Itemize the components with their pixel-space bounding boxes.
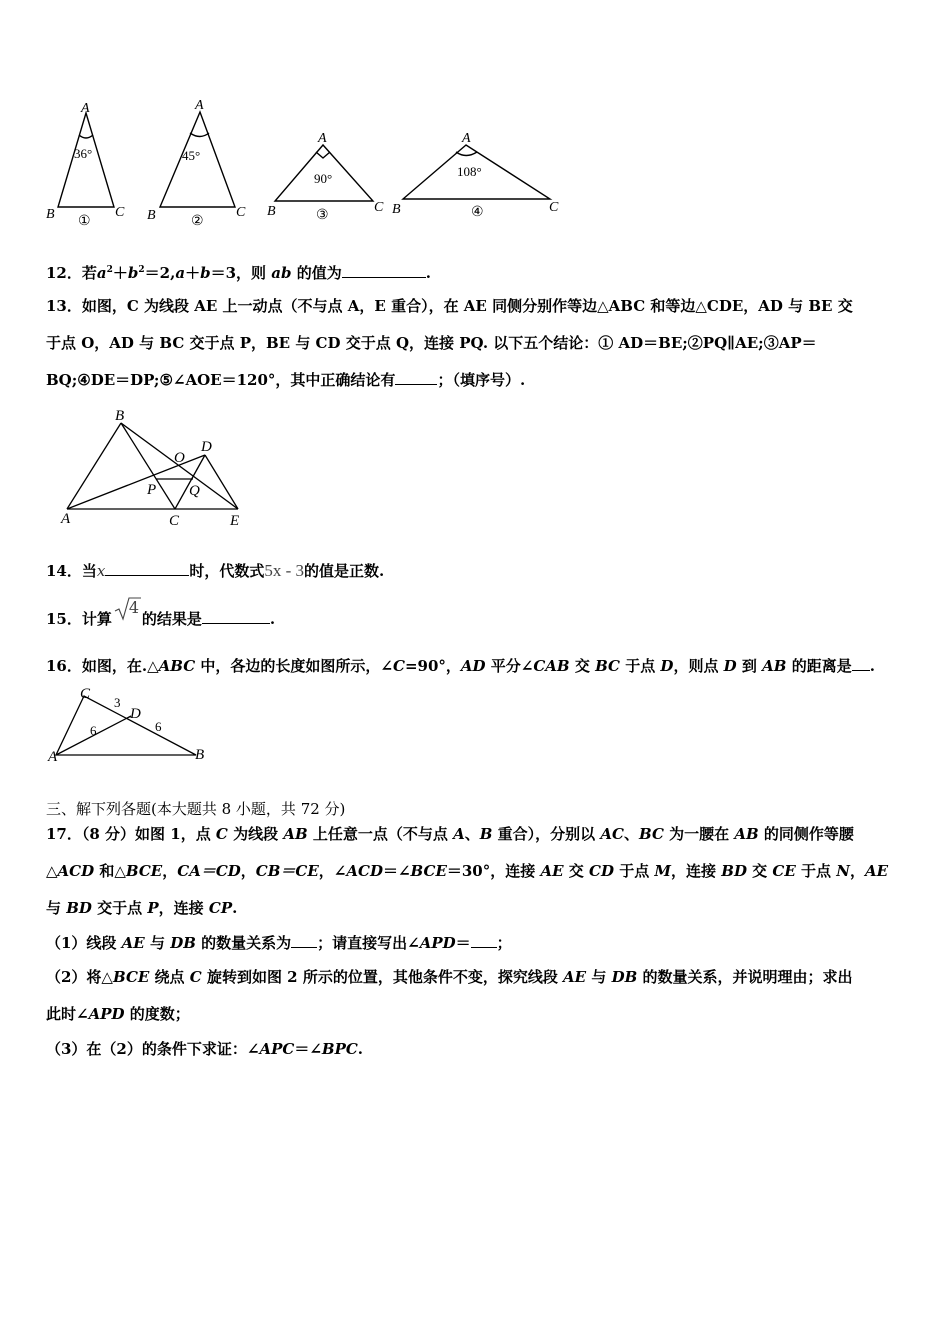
q12-var-a: a (175, 264, 186, 282)
fig2-number: ② (191, 214, 204, 229)
q12-var-a: a (96, 264, 107, 282)
text-segment: CA＝CD (177, 862, 241, 880)
q15-text: 15．计算 (46, 610, 112, 628)
text-segment: CB＝CE (255, 862, 319, 880)
q14-text: 14．当 (46, 562, 97, 580)
answer-blank[interactable] (202, 609, 270, 624)
section-3-heading: 三、解下列各题(本大题共 8 小题，共 72 分) (46, 800, 346, 818)
q16-text: . (869, 657, 875, 675)
text-segment: DB (170, 934, 196, 952)
text-segment: AE (540, 862, 564, 880)
fig16-length-cd: 3 (114, 695, 121, 710)
q14-text: 的值是正数. (304, 562, 385, 580)
answer-blank[interactable] (105, 561, 189, 576)
q15-radicand: 4 (128, 598, 140, 617)
text-segment: AC (600, 825, 624, 843)
text-segment: 的数量关系为 (195, 934, 292, 952)
text-segment: . (357, 1040, 364, 1058)
text-segment: AB (283, 825, 308, 843)
text-segment: 与 (144, 934, 171, 952)
q12-number: 12． (46, 264, 82, 282)
text-segment: 重合），分别以 (492, 825, 601, 843)
text-segment: N (836, 862, 850, 880)
text-segment: APD (88, 1005, 125, 1023)
text-segment: ACD (346, 862, 383, 880)
text-segment: ，∠ (318, 862, 347, 880)
text-segment: ， (240, 862, 256, 880)
text-segment: （3）在（2）的条件下求证：∠ (46, 1040, 260, 1058)
q14-var-x: x (96, 562, 106, 580)
question-16 (46, 656, 875, 676)
text-segment: ；请直接写出∠ (317, 934, 420, 952)
question-12 (46, 260, 431, 283)
text-segment: BCE (112, 968, 150, 986)
q12-text: 的值为 (291, 264, 342, 282)
fig2-angle: 45° (182, 148, 201, 163)
fig13-label-q: Q (189, 483, 200, 499)
text-segment: C (215, 825, 228, 843)
fig2-label-a: A (195, 98, 204, 113)
text-segment: 、 (464, 825, 480, 843)
answer-blank[interactable] (291, 933, 317, 948)
fig13-label-b: B (115, 408, 125, 424)
fig3-number: ③ (316, 208, 329, 223)
fig1-label-c: C (115, 205, 125, 220)
fig4-angle: 108° (457, 164, 482, 179)
sqrt-symbol (112, 598, 142, 629)
answer-blank[interactable] (852, 656, 870, 671)
fig1-label-b: B (46, 207, 55, 222)
q12-var-b: b (127, 264, 139, 282)
q12-text: ＝2, (144, 264, 176, 282)
q16-var: ABC (158, 657, 196, 675)
text-segment: APD (419, 934, 456, 952)
q12-sup: 2 (138, 265, 145, 275)
fig4-label-b: B (392, 202, 401, 217)
q16-var: BC (595, 657, 620, 675)
q13-text: ；（填序号）. (437, 371, 526, 389)
question-17-part-1 (46, 933, 512, 953)
text-segment: AE (563, 968, 587, 986)
fig13-label-p: P (147, 482, 157, 498)
q12-var-b: b (200, 264, 211, 282)
text-segment: 的同侧作等腰 (758, 825, 854, 843)
text-segment: AE (864, 862, 889, 880)
answer-blank[interactable] (471, 933, 497, 948)
text-segment: A (453, 825, 465, 843)
fig1-angle: 36° (74, 146, 93, 161)
fig4-label-c: C (549, 200, 559, 215)
text-segment: BCE (410, 862, 447, 880)
fig3-label-b: B (267, 204, 276, 219)
fig1-number: ① (78, 214, 91, 229)
q12-var-ab: ab (271, 264, 292, 282)
q16-text: ，则点 (673, 657, 724, 675)
q16-text: 于点 (619, 657, 661, 675)
text-segment: ACD (57, 862, 95, 880)
text-segment: 17．（8 分）如图 1，点 (46, 825, 216, 843)
text-segment: APC (259, 1040, 295, 1058)
q16-var: AB (762, 657, 787, 675)
question-14 (46, 561, 384, 581)
text-segment: （1）线段 (46, 934, 122, 952)
q16-var: C (392, 657, 405, 675)
text-segment: ＝∠ (294, 1040, 322, 1058)
text-segment: 的度数； (124, 1005, 190, 1023)
text-segment: 交 (746, 862, 773, 880)
text-segment: 此时∠ (46, 1005, 89, 1023)
fig16-length-db: 6 (155, 719, 162, 734)
q16-var: AD (460, 657, 486, 675)
q16-var: D (660, 657, 674, 675)
question-13-line-1: 13．如图，C 为线段 AE 上一动点（不与点 A，E 重合），在 AE 同侧分别作等边△ABC 和等边△CDE，AD 与 BE 交 (46, 297, 853, 315)
fig16-label-d: D (130, 706, 141, 722)
q15-text: . (269, 610, 276, 628)
text-segment: ＝30°，连接 (446, 862, 541, 880)
fig16-label-b: B (195, 747, 205, 763)
question-17-part-3 (46, 1039, 363, 1059)
question-17-line-3 (46, 898, 237, 918)
question-17-part-2 (46, 967, 853, 987)
q12-text: . (425, 264, 431, 282)
q15-text: 的结果是 (141, 610, 202, 628)
text-segment: . (232, 899, 238, 917)
q16-text: 中，各边的长度如图所示，∠ (195, 657, 393, 675)
q14-text: 时，代数式 (189, 562, 265, 580)
text-segment: ，连接 (671, 862, 722, 880)
text-segment: CE (772, 862, 796, 880)
text-segment: 和△ (94, 862, 126, 880)
text-segment: 交于点 (91, 899, 148, 917)
question-15 (46, 598, 276, 629)
triangle-figures (40, 95, 570, 235)
fig4-number: ④ (471, 205, 484, 220)
text-segment: （2）将△ (46, 968, 113, 986)
text-segment: BD (66, 899, 92, 917)
q12-text: 若 (81, 264, 97, 282)
answer-blank[interactable] (342, 263, 426, 278)
q14-expression: 5x - 3 (264, 561, 305, 580)
q16-var: CAB (533, 657, 570, 675)
q16-text: 交 (569, 657, 596, 675)
fig2-label-b: B (147, 208, 156, 223)
text-segment: 上任意一点（不与点 (307, 825, 454, 843)
q12-text: ＝3，则 (210, 264, 272, 282)
figure-16 (44, 683, 214, 768)
q16-var: D (723, 657, 737, 675)
fig1-label-a: A (81, 101, 90, 116)
fig4-label-a: A (462, 131, 471, 146)
text-segment: BPC (321, 1040, 358, 1058)
fig3-label-a: A (318, 131, 327, 146)
text-segment: 于点 (795, 862, 837, 880)
question-17-line-2 (46, 861, 888, 881)
text-segment: 为线段 (227, 825, 284, 843)
fig2-label-c: C (236, 205, 246, 220)
question-13-line-3 (46, 370, 525, 390)
question-17-line-1 (46, 824, 854, 844)
fig16-label-a: A (48, 749, 58, 765)
q16-text: 16．如图，在.△ (46, 657, 159, 675)
figure-13 (55, 405, 255, 530)
text-segment: BCE (125, 862, 163, 880)
text-segment: AE (121, 934, 145, 952)
fig13-label-o: O (174, 450, 185, 466)
text-segment: BD (721, 862, 747, 880)
fig3-angle: 90° (314, 171, 333, 186)
question-17-part-2-cont (46, 1004, 190, 1024)
text-segment: 的数量关系，并说明理由；求出 (637, 968, 853, 986)
text-segment: ， (162, 862, 178, 880)
text-segment: B (479, 825, 493, 843)
text-segment: C (189, 968, 202, 986)
text-segment: 绕点 (149, 968, 190, 986)
q16-text: =90°， (404, 657, 461, 675)
q12-plus: ＋ (112, 264, 128, 282)
fig3-label-c: C (374, 200, 384, 215)
text-segment: ＝∠ (382, 862, 411, 880)
text-segment: ，连接 (158, 899, 209, 917)
question-13-line-2: 于点 O，AD 与 BC 交于点 P，BE 与 CD 交于点 Q，连接 PQ. 以下五个结论：① AD＝BE;②PQ∥AE;③AP＝ (46, 334, 817, 352)
text-segment: 、 (623, 825, 639, 843)
text-segment: 为一腰在 (663, 825, 735, 843)
fig13-label-a: A (61, 511, 71, 527)
fig13-label-c: C (169, 513, 180, 529)
text-segment: △ (46, 862, 58, 880)
q16-text: 到 (736, 657, 763, 675)
fig13-label-d: D (201, 439, 212, 455)
text-segment: 与 (46, 899, 67, 917)
text-segment: ＝ (455, 934, 471, 952)
text-segment: AB (734, 825, 759, 843)
q12-plus: ＋ (185, 264, 201, 282)
q12-sup: 2 (106, 265, 113, 275)
text-segment: P (147, 899, 159, 917)
text-segment: ， (849, 862, 865, 880)
fig16-label-c: C (80, 686, 91, 702)
text-segment: CP (208, 899, 233, 917)
q16-text: 平分∠ (485, 657, 534, 675)
text-segment: 旋转到如图 2 所示的位置，其他条件不变，探究线段 (201, 968, 564, 986)
text-segment: ； (496, 934, 512, 952)
text-segment: BC (639, 825, 664, 843)
q16-text: 的距离是 (786, 657, 852, 675)
text-segment: CD (589, 862, 614, 880)
text-segment: DB (611, 968, 638, 986)
text-segment: 与 (586, 968, 612, 986)
q13-text: BQ;④DE＝DP;⑤∠AOE＝120°，其中正确结论有 (46, 371, 396, 389)
fig13-label-e: E (230, 513, 240, 529)
text-segment: 于点 (613, 862, 655, 880)
answer-blank[interactable] (395, 370, 437, 385)
text-segment: 交 (563, 862, 590, 880)
text-segment: M (654, 862, 672, 880)
fig16-length-ad: 6 (90, 723, 97, 738)
